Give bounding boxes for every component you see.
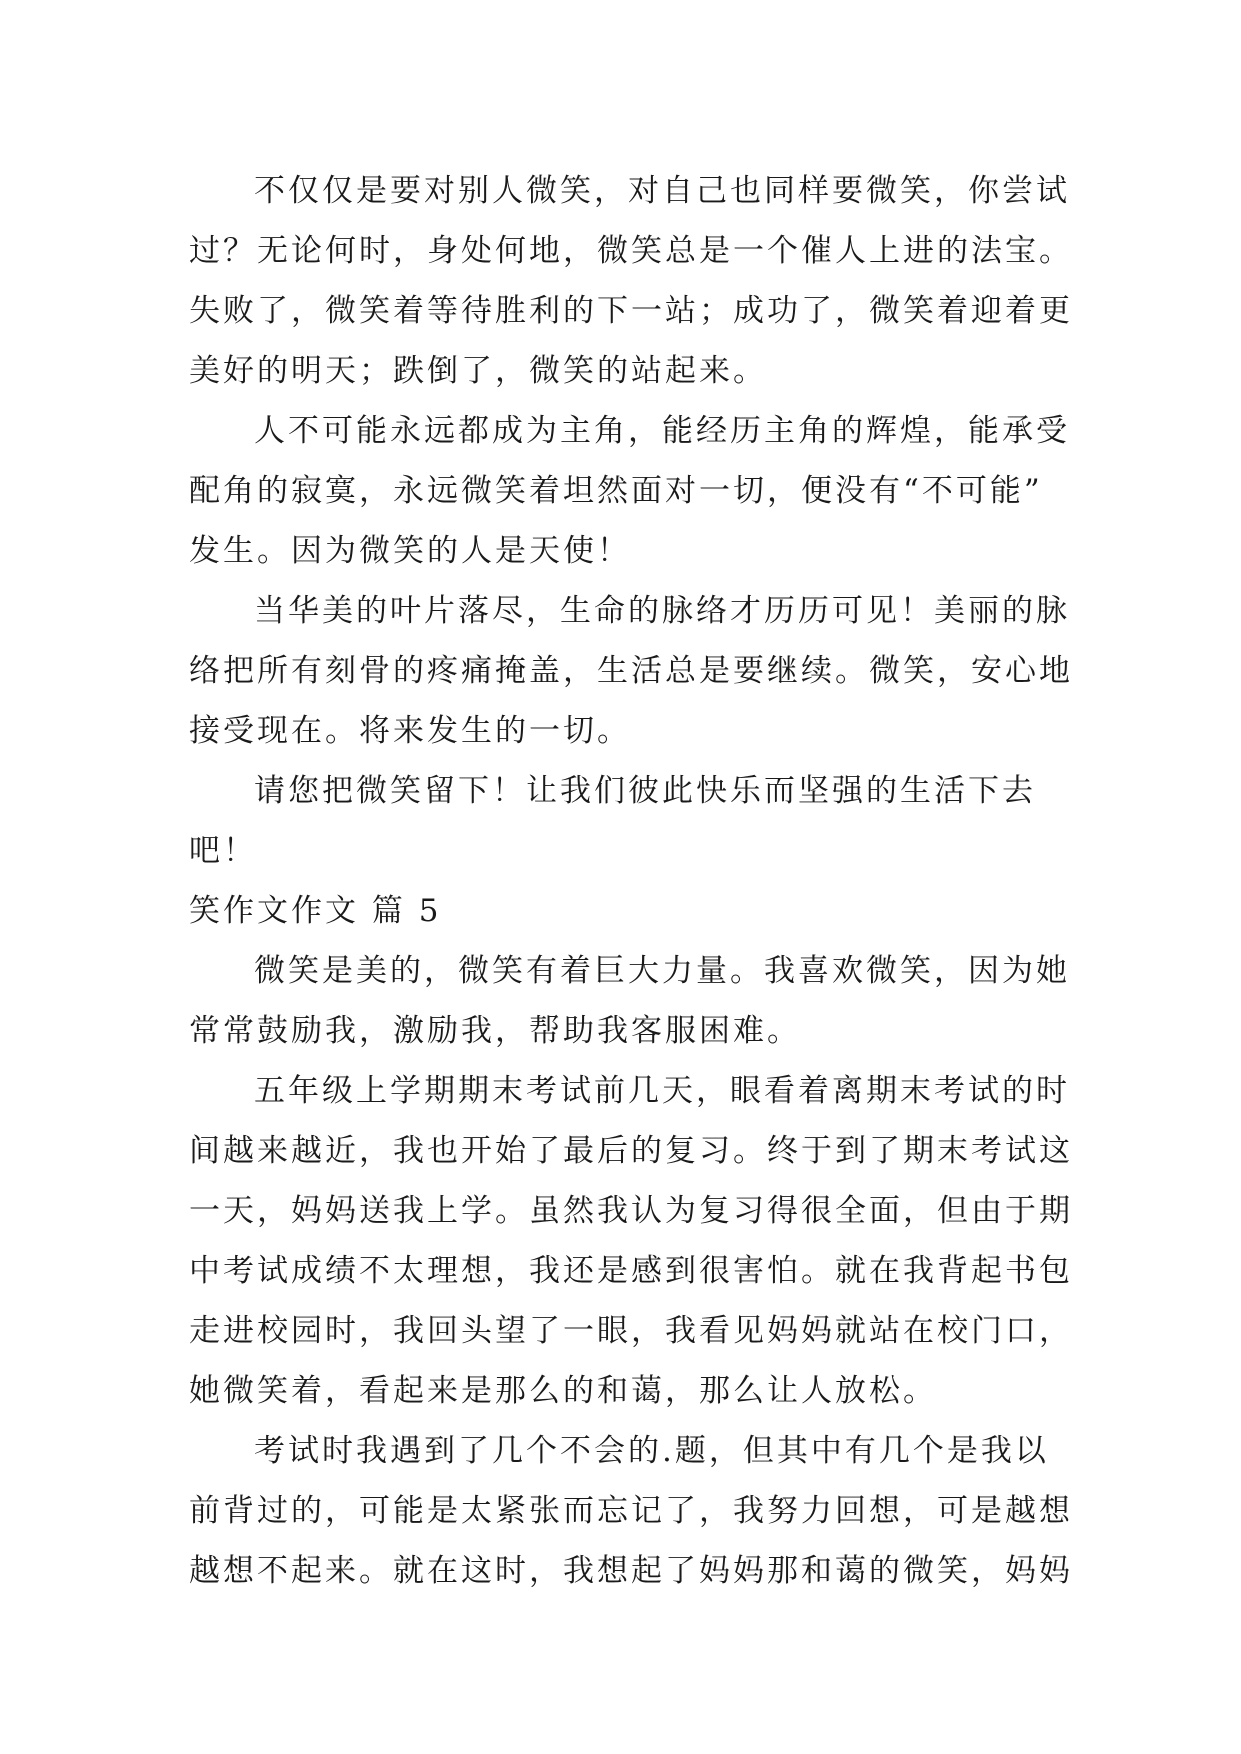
text-line: 间越来越近，我也开始了最后的复习。终于到了期末考试这: [189, 1133, 1073, 1169]
text-line: 她微笑着，看起来是那么的和蔼，那么让人放松。: [189, 1373, 937, 1409]
text-line: 考试时我遇到了几个不会的.题，但其中有几个是我以: [254, 1433, 1049, 1469]
text-line: 微笑是美的，微笑有着巨大力量。我喜欢微笑，因为她: [254, 953, 1070, 989]
text-line: 五年级上学期期末考试前几天，眼看着离期末考试的时: [254, 1073, 1070, 1109]
text-line: 美好的明天；跌倒了，微笑的站起来。: [189, 353, 767, 389]
text-line: 一天，妈妈送我上学。虽然我认为复习得很全面，但由于期: [189, 1193, 1073, 1229]
text-line: 吧！: [189, 833, 257, 869]
text-line: 走进校园时，我回头望了一眼，我看见妈妈就站在校门口，: [189, 1313, 1073, 1349]
text-line: 络把所有刻骨的疼痛掩盖，生活总是要继续。微笑，安心地: [189, 653, 1073, 689]
text-line: 不仅仅是要对别人微笑，对自己也同样要微笑，你尝试: [254, 173, 1070, 209]
section-heading: 笑作文作文 篇 5: [189, 893, 442, 929]
text-line: 请您把微笑留下！让我们彼此快乐而坚强的生活下去: [254, 773, 1036, 809]
text-line: 失败了，微笑着等待胜利的下一站；成功了，微笑着迎着更: [189, 293, 1073, 329]
text-line: 越想不起来。就在这时，我想起了妈妈那和蔼的微笑，妈妈: [189, 1553, 1073, 1589]
text-line: 发生。因为微笑的人是天使！: [189, 533, 631, 569]
text-line: 当华美的叶片落尽，生命的脉络才历历可见！美丽的脉: [254, 593, 1070, 629]
text-line: 人不可能永远都成为主角，能经历主角的辉煌，能承受: [254, 413, 1070, 449]
text-line: 中考试成绩不太理想，我还是感到很害怕。就在我背起书包: [189, 1253, 1073, 1289]
text-line: 接受现在。将来发生的一切。: [189, 713, 631, 749]
text-line: 前背过的，可能是太紧张而忘记了，我努力回想，可是越想: [189, 1493, 1073, 1529]
text-line: 过？无论何时，身处何地，微笑总是一个催人上进的法宝。: [189, 233, 1073, 269]
text-line: 配角的寂寞，永远微笑着坦然面对一切，便没有“不可能”: [189, 473, 1043, 509]
text-line: 常常鼓励我，激励我，帮助我客服困难。: [189, 1013, 801, 1049]
